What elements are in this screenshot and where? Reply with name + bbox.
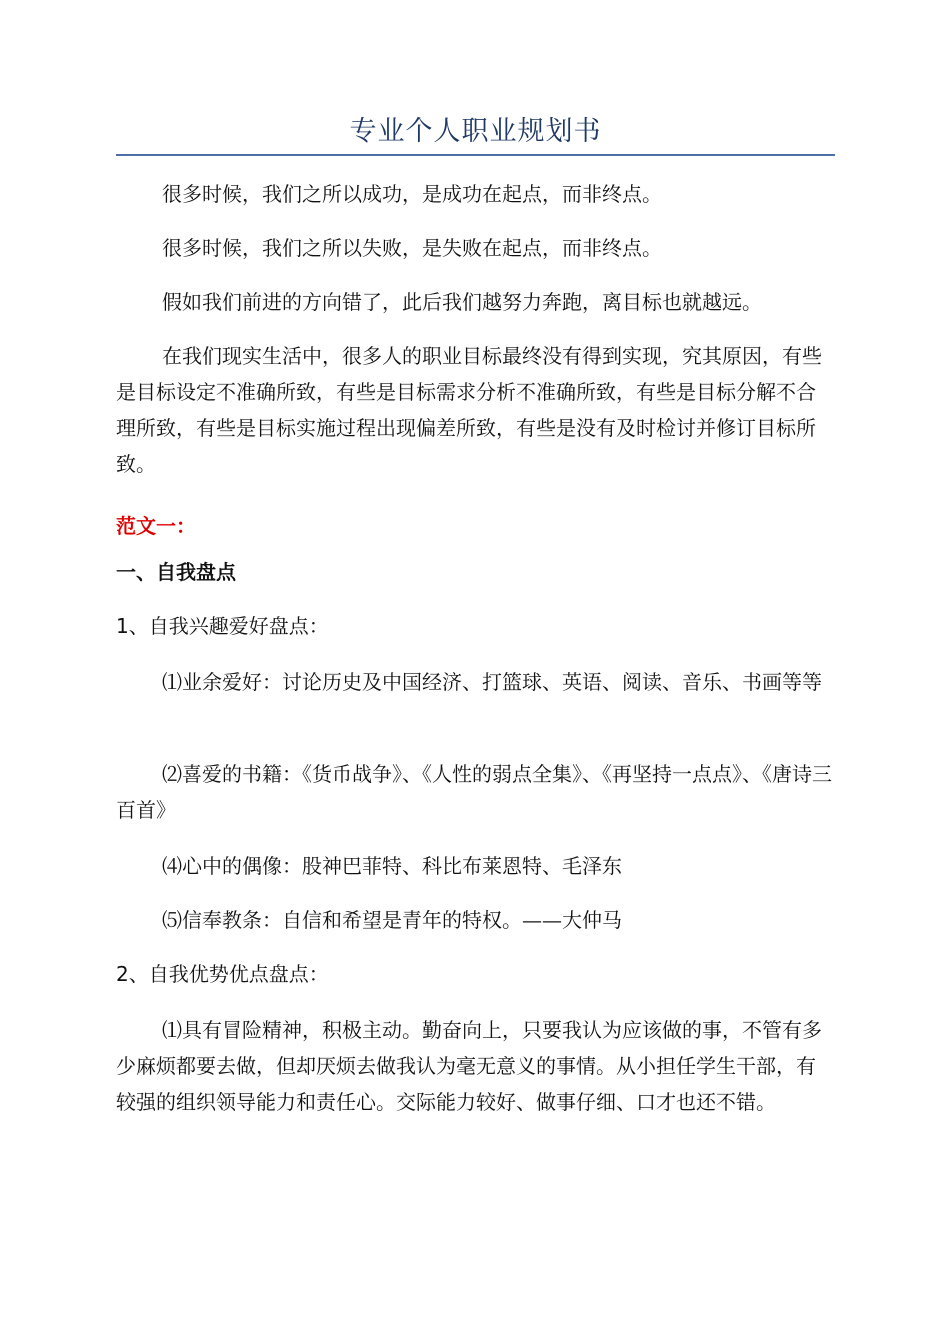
title-underline bbox=[116, 154, 835, 156]
intro-paragraph-2: 很多时候，我们之所以失败，是失败在起点，而非终点。 bbox=[162, 236, 662, 260]
intro-paragraph-1: 很多时候，我们之所以成功，是成功在起点，而非终点。 bbox=[162, 182, 662, 206]
interests-item-idols: ⑷心中的偶像：股神巴菲特、科比布莱恩特、毛泽东 bbox=[162, 854, 622, 878]
subheading-interests: 1、自我兴趣爱好盘点： bbox=[116, 614, 329, 638]
strengths-item-1: ⑴具有冒险精神，积极主动。勤奋向上，只要我认为应该做的事，不管有多少麻烦都要去做，但却厌烦去做我认为毫无意义的事情。从小担任学生干部，有较强的组织领导能力和责任心。交际能力较好、做事仔细、口才也还不错。 bbox=[116, 1018, 822, 1114]
section-heading-self-inventory: 一、自我盘点 bbox=[116, 560, 236, 584]
document-title: 专业个人职业规划书 bbox=[349, 116, 602, 147]
interests-item-motto: ⑸信奉教条：自信和希望是青年的特权。——大仲马 bbox=[162, 908, 622, 932]
intro-paragraph-3: 假如我们前进的方向错了，此后我们越努力奔跑，离目标也就越远。 bbox=[162, 290, 762, 314]
intro-paragraph-4: 在我们现实生活中，很多人的职业目标最终没有得到实现，究其原因，有些是目标设定不准确所致，有些是目标需求分析不准确所致，有些是目标分解不合理所致，有些是目标实施过程出现偏差所致，有些是没有及时检讨并修订目标所致。 bbox=[116, 344, 822, 476]
subheading-strengths: 2、自我优势优点盘点： bbox=[116, 962, 329, 986]
interests-item-books: ⑵喜爱的书籍：《货币战争》、《人性的弱点全集》、《再坚持一点点》、《唐诗三百首》 bbox=[116, 762, 832, 822]
sample-label: 范文一： bbox=[116, 514, 196, 538]
interests-item-hobbies: ⑴业余爱好：讨论历史及中国经济、打篮球、英语、阅读、音乐、书画等等 bbox=[162, 670, 822, 694]
